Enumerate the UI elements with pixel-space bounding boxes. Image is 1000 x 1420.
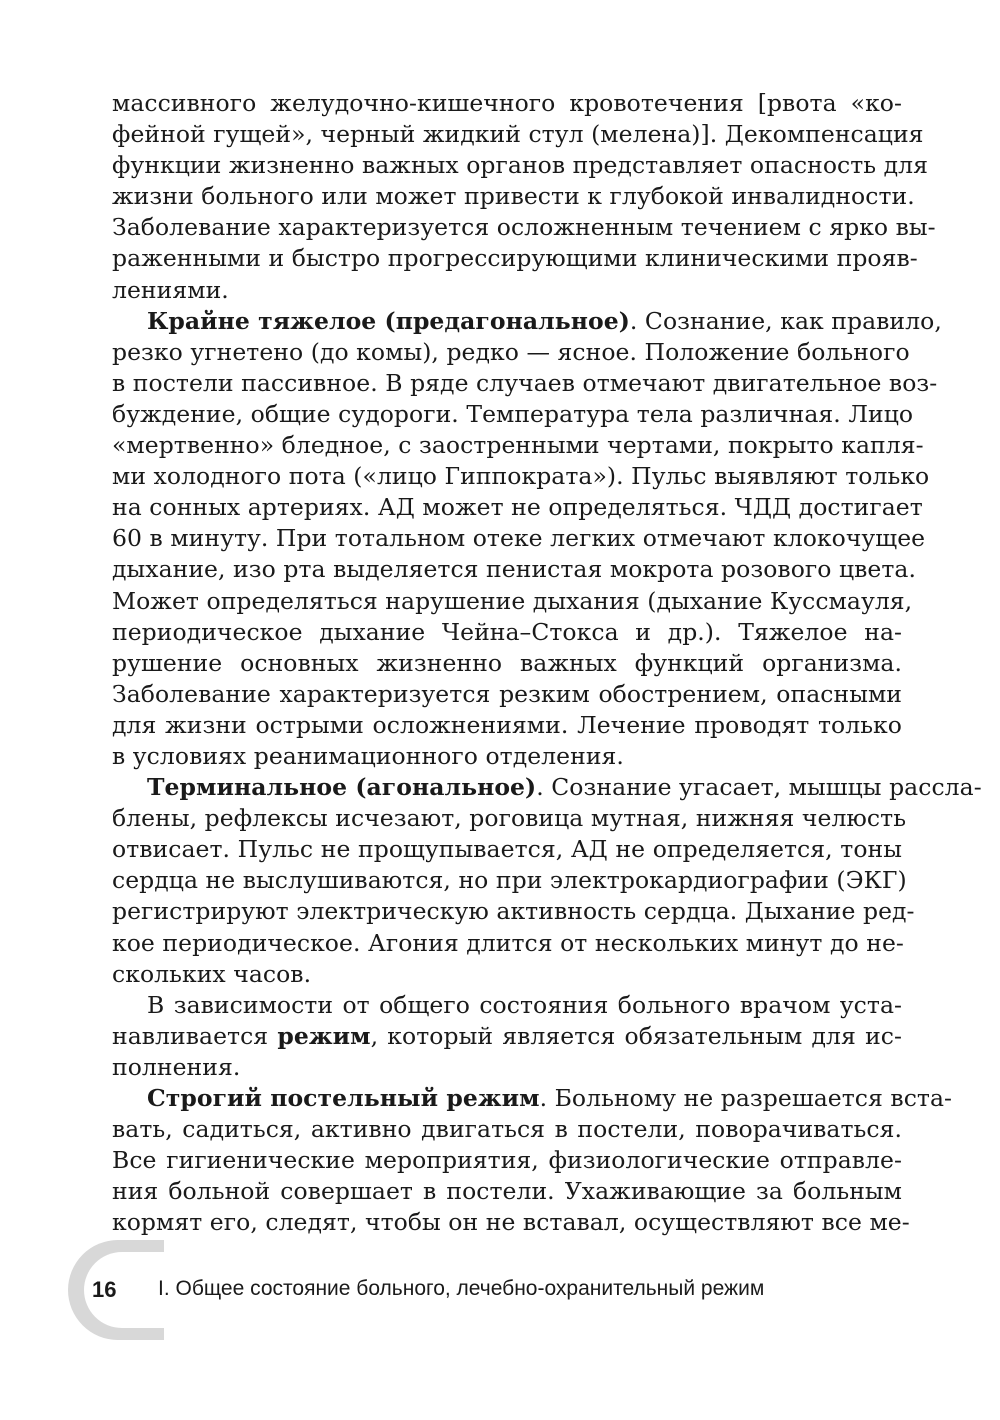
text-line xyxy=(112,306,942,337)
text-line: в условиях реанимационного отделения. xyxy=(112,741,624,770)
body-text xyxy=(112,88,982,1238)
text-run: . Больному не разрешается вста- xyxy=(539,1084,953,1112)
text-line: функции жизненно важных органов представляет опасность для xyxy=(112,151,929,180)
paragraph-regime xyxy=(112,990,902,1083)
text-run: . Сознание угасает, мышцы рассла- xyxy=(536,773,982,802)
text-line: регистрируют электрическую активность сердца. Дыхание ред- xyxy=(112,897,915,926)
running-head: I. Общее состояние больного, лечебно-охранительный режим xyxy=(158,1277,765,1300)
text-line: 60 в минуту. При тотальном отеке легких отмечают клокочущее xyxy=(112,524,926,553)
page-number: 16 xyxy=(92,1277,117,1302)
text-line: кормят его, следят, чтобы он не вставал, осуществляют все ме- xyxy=(112,1208,910,1237)
text-line: Заболевание характеризуется осложненным течением с ярко вы- xyxy=(112,213,936,242)
text-line: отвисает. Пульс не прощупывается, АД не определяется, тоны xyxy=(112,835,902,864)
text-line: блены, рефлексы исчезают, роговица мутная, нижняя челюсть xyxy=(112,804,907,833)
text-line: Все гигиенические мероприятия, физиологические отправле- xyxy=(112,1146,902,1175)
text-line: фейной гущей», черный жидкий стул (мелена)]. Декомпенсация xyxy=(112,120,924,149)
text-line: массивного желудочно-кишечного кровотечения [рвота «ко- xyxy=(112,89,902,117)
text-line: кое периодическое. Агония длится от нескольких минут до не- xyxy=(112,928,904,957)
text-run: , который является обязательным для ис- xyxy=(370,1021,902,1050)
text-line: резко угнетено (до комы), редко — ясное. Положение больного xyxy=(112,337,910,366)
text-line: полнения. xyxy=(112,1052,241,1081)
text-line: сердца не выслушиваются, но при электрокардиографии (ЭКГ) xyxy=(112,866,907,895)
paragraph-1 xyxy=(112,88,936,306)
text-line: в постели пассивное. В ряде случаев отмечают двигательное воз- xyxy=(112,368,938,397)
text-line: ния больной совершает в постели. Ухаживающие за больным xyxy=(112,1177,902,1206)
text-line: ми холодного пота («лицо Гиппократа»). Пульс выявляют только xyxy=(112,462,930,491)
text-line: на сонных артериях. АД может не определяться. ЧДД достигает xyxy=(112,493,923,522)
term-extremely-severe: Крайне тяжелое (предагональное) xyxy=(147,306,630,335)
term-terminal: Терминальное (агональное) xyxy=(147,773,537,802)
text-line: жизни больного или может привести к глубокой инвалидности. xyxy=(112,182,915,211)
text-line: Заболевание характеризуется резким обострением, опасными xyxy=(112,679,902,708)
text-line: лениями. xyxy=(112,275,229,304)
text-line: для жизни острыми осложнениями. Лечение проводят только xyxy=(112,710,902,739)
text-run: . Сознание, как правило, xyxy=(629,306,942,335)
term-regime: режим xyxy=(277,1021,371,1050)
text-line: буждение, общие судороги. Температура тела различная. Лицо xyxy=(112,399,914,428)
text-line: рушение основных жизненно важных функций организма. xyxy=(112,648,902,677)
text-line xyxy=(112,1021,902,1052)
text-line: вать, садиться, активно двигаться в постели, поворачиваться. xyxy=(112,1115,902,1144)
term-strict-bed-rest: Строгий постельный режим xyxy=(147,1084,540,1112)
text-line xyxy=(112,1083,953,1114)
text-line: дыхание, изо рта выделяется пенистая мокрота розового цвета. xyxy=(112,555,917,584)
text-line: раженными и быстро прогрессирующими клиническими прояв- xyxy=(112,244,918,273)
text-line xyxy=(112,772,982,803)
paragraph-strict-bed-rest xyxy=(112,1083,953,1238)
text-line: Может определяться нарушение дыхания (дыхание Куссмауля, xyxy=(112,586,913,615)
text-line: «мертвенно» бледное, с заостренными чертами, покрыто капля- xyxy=(112,431,924,460)
text-line: периодическое дыхание Чейна–Стокса и др.). Тяжелое на- xyxy=(112,617,902,646)
paragraph-extremely-severe xyxy=(112,306,942,772)
text-run: навливается xyxy=(112,1021,278,1050)
paragraph-terminal xyxy=(112,772,982,990)
text-line: скольких часов. xyxy=(112,959,312,988)
text-line: В зависимости от общего состояния больного врачом уста- xyxy=(147,990,902,1019)
